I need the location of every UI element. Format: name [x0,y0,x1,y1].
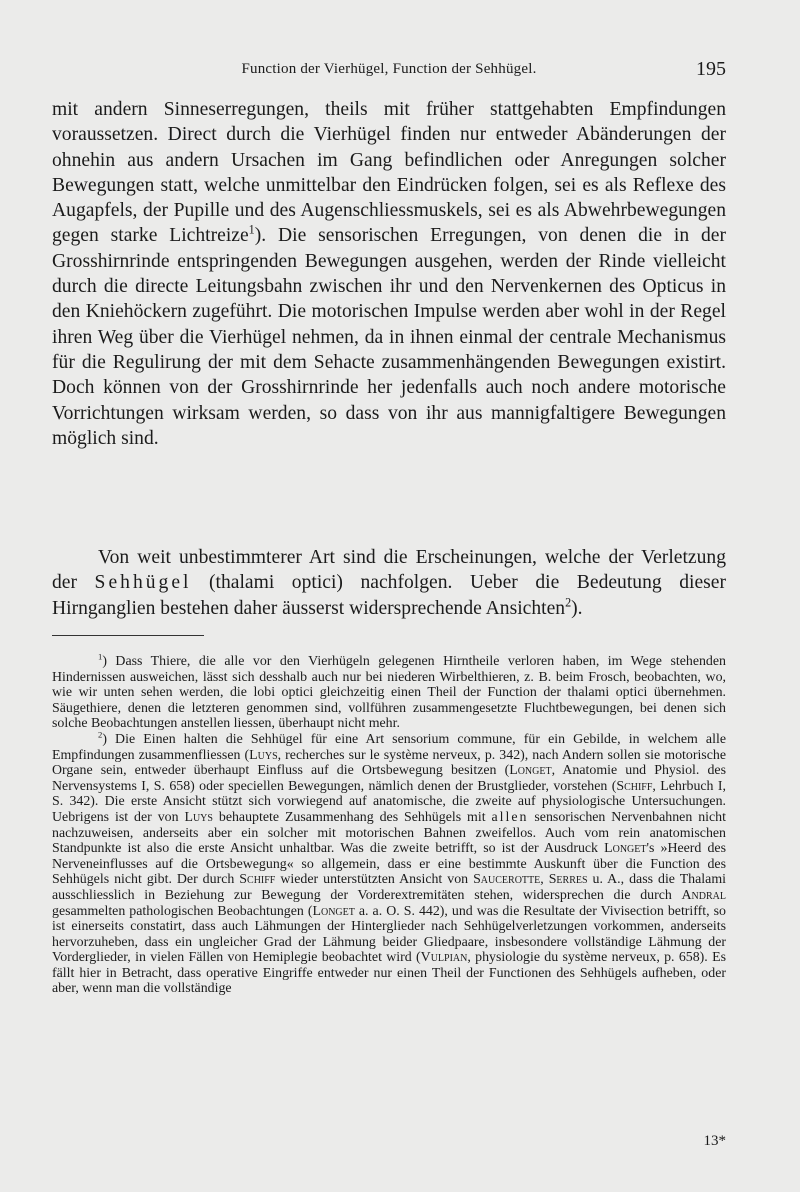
footnote-text: u. A., dass die Thalami ausschliesslich in Beziehung zur Bewegung der Vorderextremitäten stehen, widersprechen die durch [52,872,726,903]
footnote-text: sensorischen Nervenbahnen nicht nachzuweisen, anderseits aber ein solcher mit motorischen Bahnen zweifellos. Auch vom rein anatomischen Standpunkte ist also die erste Ansicht unhaltbar. Was die zweite betrifft, so ist der Ausdruck [52,809,726,857]
footnote-text: 's »Heerd des Nerveneinflusses auf die Ortsbewegung« so allgemein, dass er eine bestimmte Auskunft über die Function des Sehhügels nicht gibt. Der durch [52,841,726,888]
author-name: Vulpian [420,950,468,966]
footnote-reference: 1 [248,222,255,237]
footnote-2 [52,729,726,997]
paragraph-text: ). [571,597,583,619]
footnote-mark: 1 [98,651,103,662]
author-name: Andral [681,887,726,903]
author-name: Longet [604,841,647,857]
author-name: Luys [184,809,213,825]
author-name: Saucerotte [473,872,541,888]
paragraph-text: (thalami optici) nachfolgen. Ueber die Bedeutung dieser Hirnganglien bestehen daher äusserst widersprechende Ansichten [52,572,726,619]
paragraph-sehhuegel [52,545,726,621]
footnote-text: ) Die Einen halten die Sehhügel für eine Art sensorium commune, für ein Gebilde, in welchem alle Empfindungen zusammenfliessen ( [52,731,726,763]
paragraph-text: ). Die sensorischen Erregungen, von denen die in der Grosshirnrinde entspringenden Bewegungen ausgehen, werden der Rinde vielleicht durch die directe Leitungsbahn zwischen ihr und den Nervenkernen des Opticus in den Kniehöckern zugeführt. Die motorischen Impulse werden aber wohl in der Regel ihren Weg über die Vierhügel nehmen, da in ihnen einmal der centrale Mechanismus für die Regulirung der mit dem Sehacte zusammenhängenden Bewegungen existirt. Doch können von der Grosshirnrinde her jedenfalls auch noch andere motorische Vorrichtungen wirksam werden, so dass von ihr aus mannigfaltigere Bewegungen möglich sind. [52,225,726,449]
footnote-text: , Lehrbuch I, S. 342). Die erste Ansicht stützt sich vorwiegend auf anatomische, die zweite auf physiologische Untersuchungen. Uebrigens ist der von [52,778,726,825]
footnote-reference: 2 [565,595,572,610]
emphasis-term: allen [491,809,529,825]
footnote-text: , Anatomie und Physiol. des Nervensystems I, S. 658) oder speciellen Bewegungen, nämlich denen der Brustglieder, vorstehen ( [52,763,726,794]
author-name: Schiff [239,872,276,888]
author-name: Schiff [616,778,653,794]
footnote-text: behauptete Zusammenhang des Sehhügels mit [212,809,492,825]
footnote-mark: 2 [98,729,103,740]
footnote-text: , [540,872,549,888]
paragraph-continued [52,97,726,451]
printer-signature: 13* [703,1133,726,1149]
author-name: Serres [548,872,588,888]
author-name: Longet [312,903,355,919]
paragraph-text: Von weit unbestimmterer Art sind die Erscheinungen, welche der Verletzung der [52,547,726,594]
footnote-text: a. a. O. S. 442), und was die Resultate der Vivisection betrifft, so ist einerseits constatirt, dass auch Lähmungen der Hinterglieder nach Sehhügelverletzungen vorkommen, anderseits hervorzuheben, dass ein ungleicher Grad der Lähmung beider Gliedpaare, insbesondere vollständige Lähmung der Vorderglieder, in vielen Fällen von Hemiplegie beobachtet wird ( [52,903,726,966]
footnote-text: , recherches sur le système nerveux, p. 342), nach Andern sollen sie motorische Organe sein, entweder überhaupt Einfluss auf die Ortsbewegung besitzen ( [52,747,726,779]
page-number: 195 [696,58,726,80]
paragraph-text: mit andern Sinneserregungen, theils mit früher stattgehabten Empfindungen voraussetzen. Direct durch die Vierhügel finden nur entweder Abänderungen der ohnehin aus andern Ursachen im Gang befindlichen oder Anregungen solcher Bewegungen statt, welche unmittelbar den Eindrücken folgen, sei es als Reflexe des Augapfels, der Pupille und des Augenschliessmuskels, sei es als Abwehrbewegungen gegen starke Lichtreize [52,99,726,247]
footnote-divider [52,635,204,636]
running-title: Function der Vierhügel, Function der Sehhügel. [241,61,537,77]
footnote-text: , physiologie du système nerveux, p. 658). Es fällt hier in Betracht, dass operative Eingriffe entweder nur einen Theil der Functionen des Sehhügels aufheben, oder aber, wenn man die vollständige [52,950,726,997]
footnote-text: wieder unterstützten Ansicht von [275,872,474,888]
footnotes [52,651,726,997]
footnote-text: ) Dass Thiere, die alle vor den Vierhügeln gelegenen Hirntheile verloren haben, im Wege stehenden Hindernissen ausweichen, lässt sich desshalb auch nur bei niederen Wirbelthieren, z. B. beim Frosch, beobachten, wo, wie wir unten sehen werden, die lobi optici gleichzeitig einen Theil der Function der thalami optici übernehmen. Säugethiere, denen die letzteren genommen sind, vollführen zusammengesetzte Fluchtbewegungen, bei denen sich solche Beobachtungen anstellen liessen, überhaupt nicht mehr. [52,654,726,732]
footnote-text: gesammelten pathologischen Beobachtungen ( [52,903,313,919]
emphasis-term: Sehhügel [94,572,192,594]
footnote-1 [52,651,726,732]
author-name: Luys [249,747,278,763]
author-name: Longet [509,763,552,779]
